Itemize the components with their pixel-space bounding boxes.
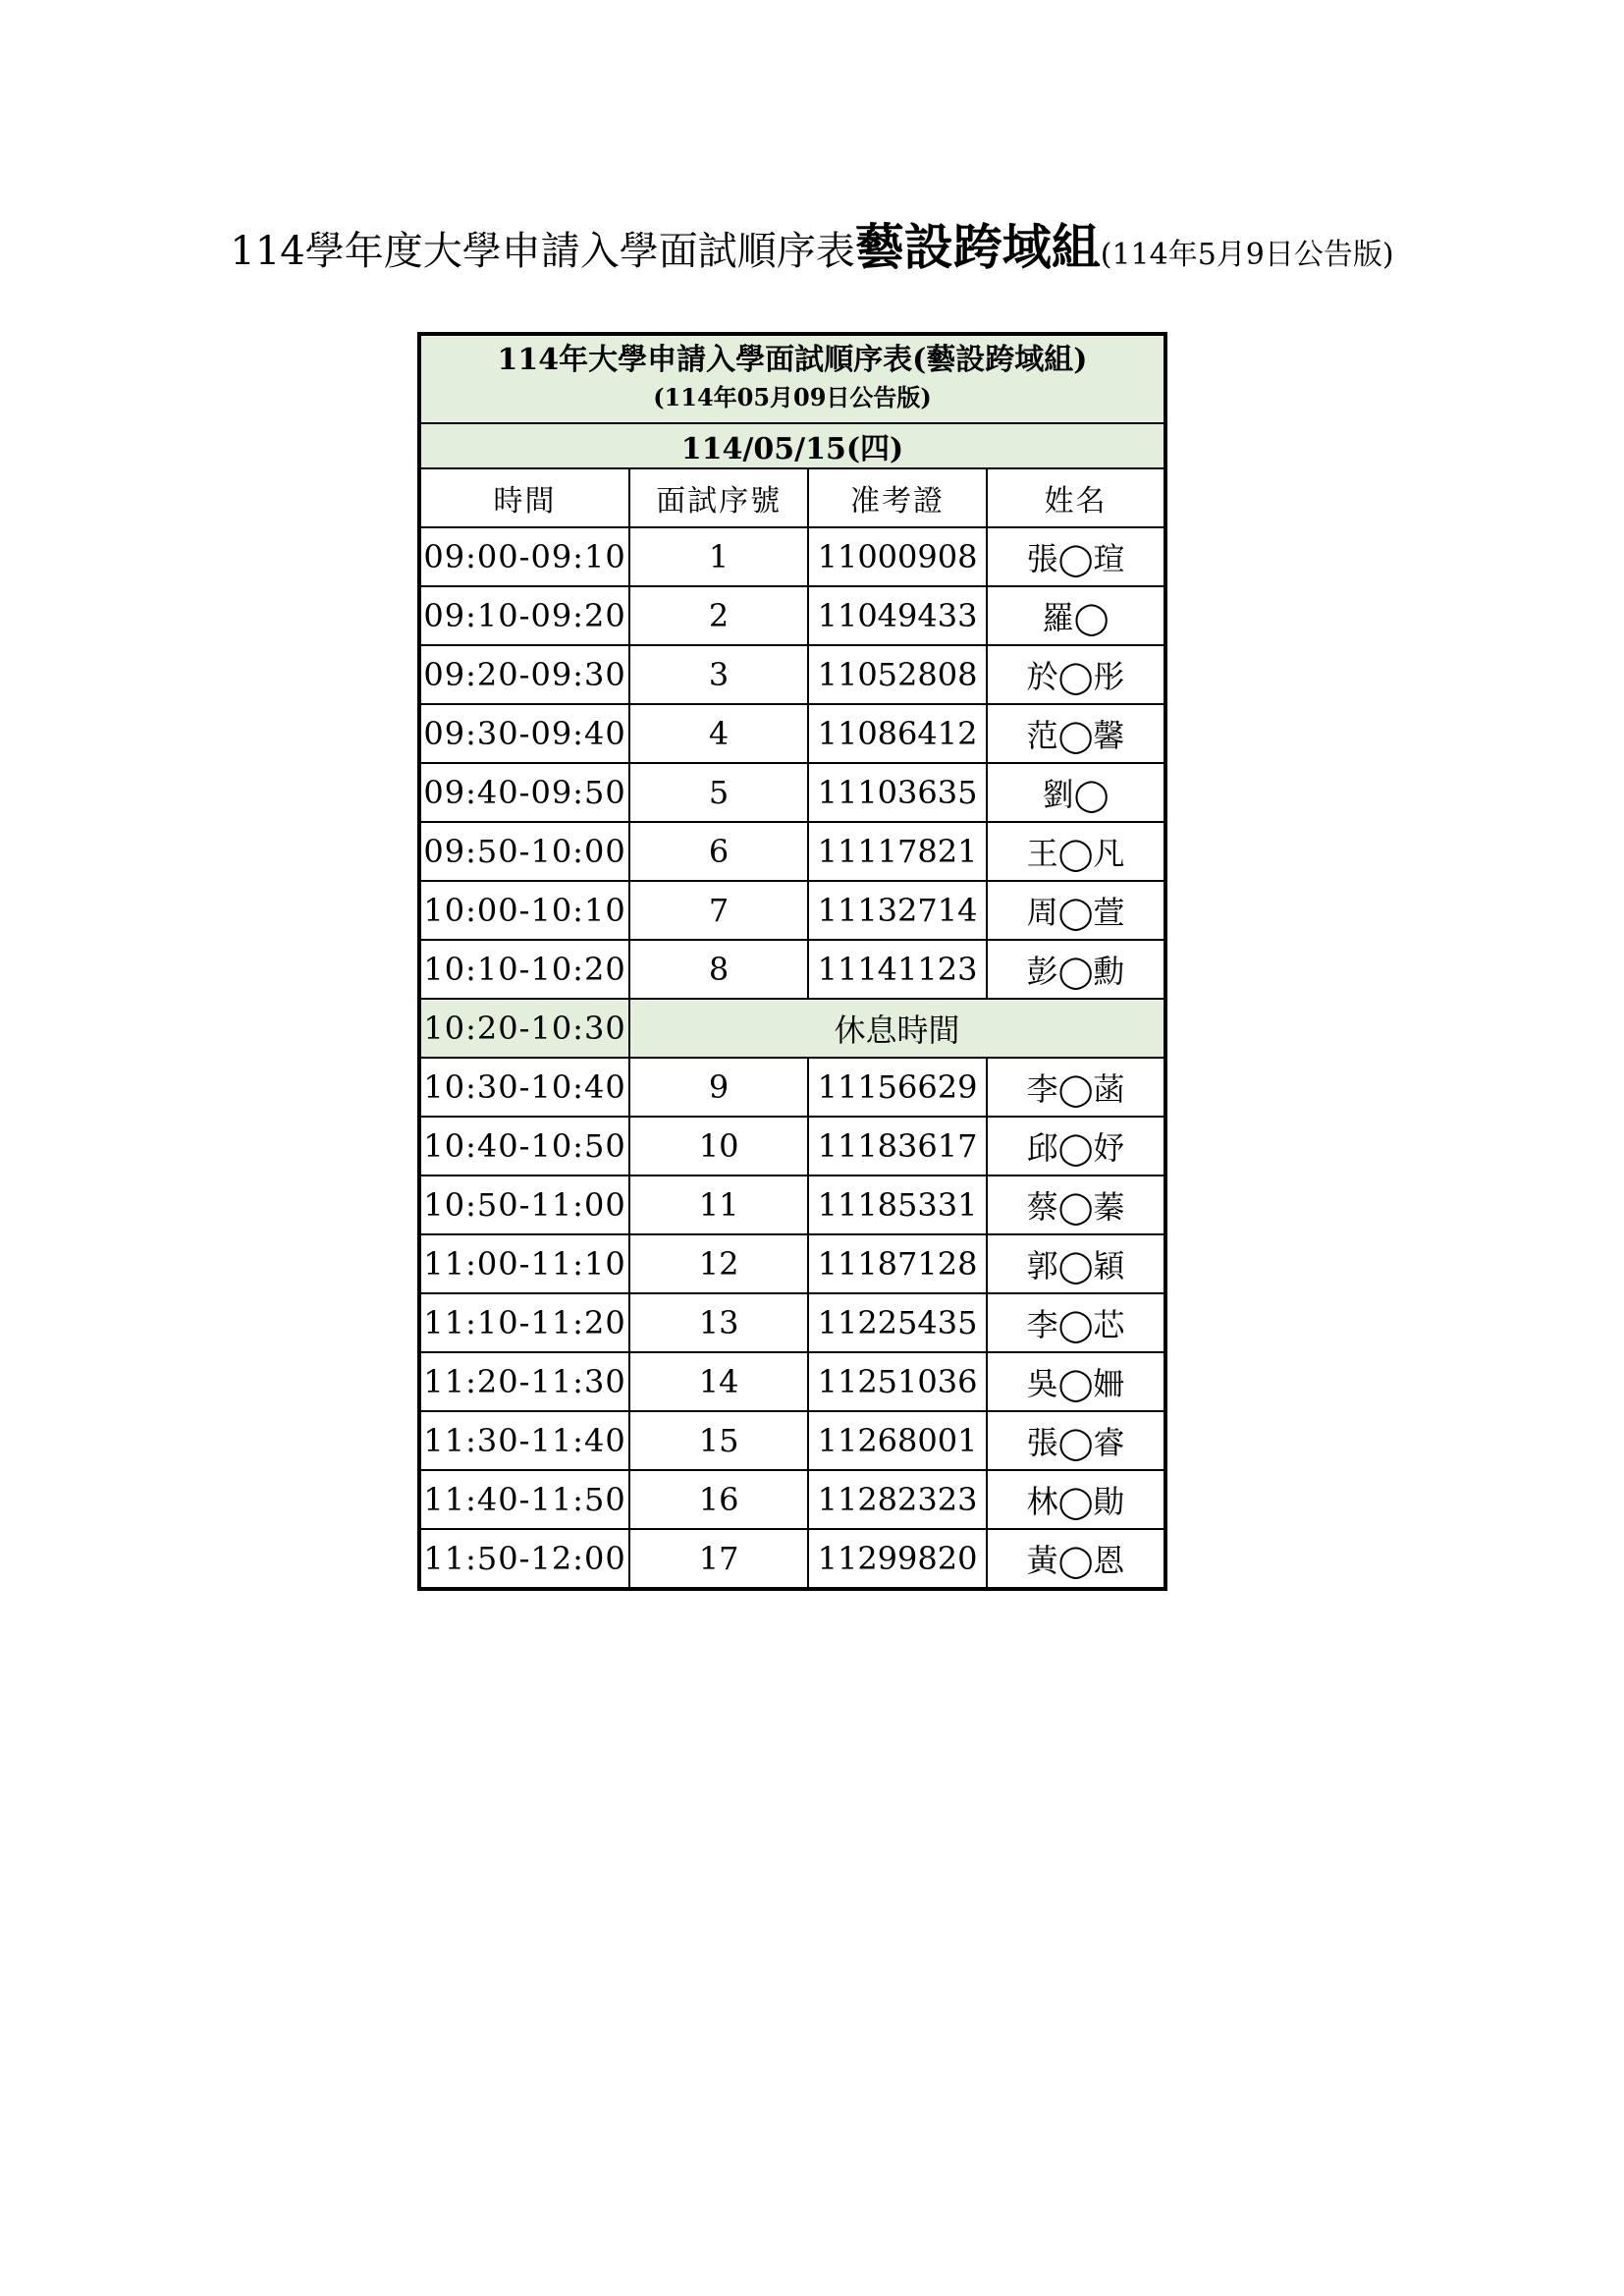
cell-exam-no: 11282323 <box>808 1470 987 1529</box>
page-title-main: 114學年度大學申請入學面試順序表 <box>230 229 855 274</box>
table-row <box>419 1117 1165 1175</box>
cell-exam-no: 11185331 <box>808 1175 987 1234</box>
cell-exam-no: 11251036 <box>808 1352 987 1411</box>
column-header-time: 時間 <box>419 468 629 527</box>
cell-time: 09:20-09:30 <box>419 645 629 704</box>
cell-seq: 14 <box>629 1352 808 1411</box>
cell-exam-no: 11086412 <box>808 704 987 763</box>
table-row <box>419 586 1165 645</box>
cell-seq: 12 <box>629 1234 808 1293</box>
table-row <box>419 1293 1165 1352</box>
cell-time: 10:10-10:20 <box>419 940 629 999</box>
cell-exam-no: 11132714 <box>808 881 987 940</box>
cell-name: 林◯勛 <box>987 1470 1165 1529</box>
cell-name: 周◯萱 <box>987 881 1165 940</box>
cell-exam-no: 11187128 <box>808 1234 987 1293</box>
cell-seq: 5 <box>629 763 808 822</box>
table-row <box>419 1058 1165 1117</box>
column-header-name: 姓名 <box>987 468 1165 527</box>
cell-seq: 6 <box>629 822 808 881</box>
cell-exam-no: 11141123 <box>808 940 987 999</box>
cell-seq: 3 <box>629 645 808 704</box>
table-row <box>419 527 1165 586</box>
cell-exam-no: 11052808 <box>808 645 987 704</box>
cell-name: 吳◯姍 <box>987 1352 1165 1411</box>
break-row <box>419 999 1165 1058</box>
cell-time: 11:50-12:00 <box>419 1529 629 1589</box>
cell-time: 09:50-10:00 <box>419 822 629 881</box>
cell-seq: 13 <box>629 1293 808 1352</box>
table-title: 114年大學申請入學面試順序表(藝設跨域組) <box>497 343 1088 377</box>
cell-exam-no: 11117821 <box>808 822 987 881</box>
cell-seq: 15 <box>629 1411 808 1470</box>
table-row <box>419 1470 1165 1529</box>
table-row <box>419 704 1165 763</box>
cell-time: 09:30-09:40 <box>419 704 629 763</box>
cell-seq: 16 <box>629 1470 808 1529</box>
cell-time: 11:30-11:40 <box>419 1411 629 1470</box>
interview-date: 114/05/15(四) <box>419 423 1165 468</box>
cell-name: 郭◯穎 <box>987 1234 1165 1293</box>
cell-exam-no: 11049433 <box>808 586 987 645</box>
cell-exam-no: 11103635 <box>808 763 987 822</box>
cell-seq: 7 <box>629 881 808 940</box>
table-date-row <box>419 423 1165 468</box>
cell-time: 11:00-11:10 <box>419 1234 629 1293</box>
table-row <box>419 822 1165 881</box>
table-row <box>419 881 1165 940</box>
table-header-row <box>419 334 1165 423</box>
cell-time: 09:00-09:10 <box>419 527 629 586</box>
cell-exam-no: 11268001 <box>808 1411 987 1470</box>
table-row <box>419 645 1165 704</box>
cell-time: 09:40-09:50 <box>419 763 629 822</box>
table-subtitle: (114年05月09日公告版) <box>653 383 932 411</box>
cell-name: 李◯芯 <box>987 1293 1165 1352</box>
cell-time: 11:40-11:50 <box>419 1470 629 1529</box>
cell-exam-no: 11000908 <box>808 527 987 586</box>
cell-seq: 8 <box>629 940 808 999</box>
page-title-group: 藝設跨域組 <box>854 218 1101 276</box>
break-label: 休息時間 <box>629 999 1165 1058</box>
table-row <box>419 940 1165 999</box>
cell-seq: 4 <box>629 704 808 763</box>
cell-seq: 17 <box>629 1529 808 1589</box>
cell-time: 09:10-09:20 <box>419 586 629 645</box>
table-row <box>419 1175 1165 1234</box>
table-row <box>419 1234 1165 1293</box>
cell-seq: 9 <box>629 1058 808 1117</box>
cell-exam-no: 11225435 <box>808 1293 987 1352</box>
cell-name: 張◯睿 <box>987 1411 1165 1470</box>
cell-seq: 2 <box>629 586 808 645</box>
cell-name: 張◯瑄 <box>987 527 1165 586</box>
cell-time: 10:00-10:10 <box>419 881 629 940</box>
cell-exam-no: 11183617 <box>808 1117 987 1175</box>
cell-time: 11:20-11:30 <box>419 1352 629 1411</box>
page-title <box>0 218 1624 285</box>
cell-name: 李◯菡 <box>987 1058 1165 1117</box>
cell-name: 於◯彤 <box>987 645 1165 704</box>
table-title-cell <box>419 334 1165 423</box>
cell-name: 彭◯勳 <box>987 940 1165 999</box>
table-row <box>419 1411 1165 1470</box>
column-header-row <box>419 468 1165 527</box>
cell-name: 邱◯妤 <box>987 1117 1165 1175</box>
cell-name: 羅◯ <box>987 586 1165 645</box>
cell-time: 11:10-11:20 <box>419 1293 629 1352</box>
cell-exam-no: 11156629 <box>808 1058 987 1117</box>
cell-time: 10:30-10:40 <box>419 1058 629 1117</box>
table-row <box>419 763 1165 822</box>
column-header-seq: 面試序號 <box>629 468 808 527</box>
cell-name: 劉◯ <box>987 763 1165 822</box>
cell-name: 蔡◯蓁 <box>987 1175 1165 1234</box>
cell-time: 10:50-11:00 <box>419 1175 629 1234</box>
column-header-exam-no: 准考證 <box>808 468 987 527</box>
table-row <box>419 1529 1165 1589</box>
cell-name: 范◯馨 <box>987 704 1165 763</box>
cell-seq: 10 <box>629 1117 808 1175</box>
cell-seq: 11 <box>629 1175 808 1234</box>
break-time: 10:20-10:30 <box>419 999 629 1058</box>
interview-schedule-table <box>417 332 1167 1591</box>
table-row <box>419 1352 1165 1411</box>
cell-time: 10:40-10:50 <box>419 1117 629 1175</box>
cell-name: 王◯凡 <box>987 822 1165 881</box>
cell-seq: 1 <box>629 527 808 586</box>
cell-exam-no: 11299820 <box>808 1529 987 1589</box>
page-title-note: (114年5月9日公告版) <box>1100 238 1394 272</box>
cell-name: 黃◯恩 <box>987 1529 1165 1589</box>
